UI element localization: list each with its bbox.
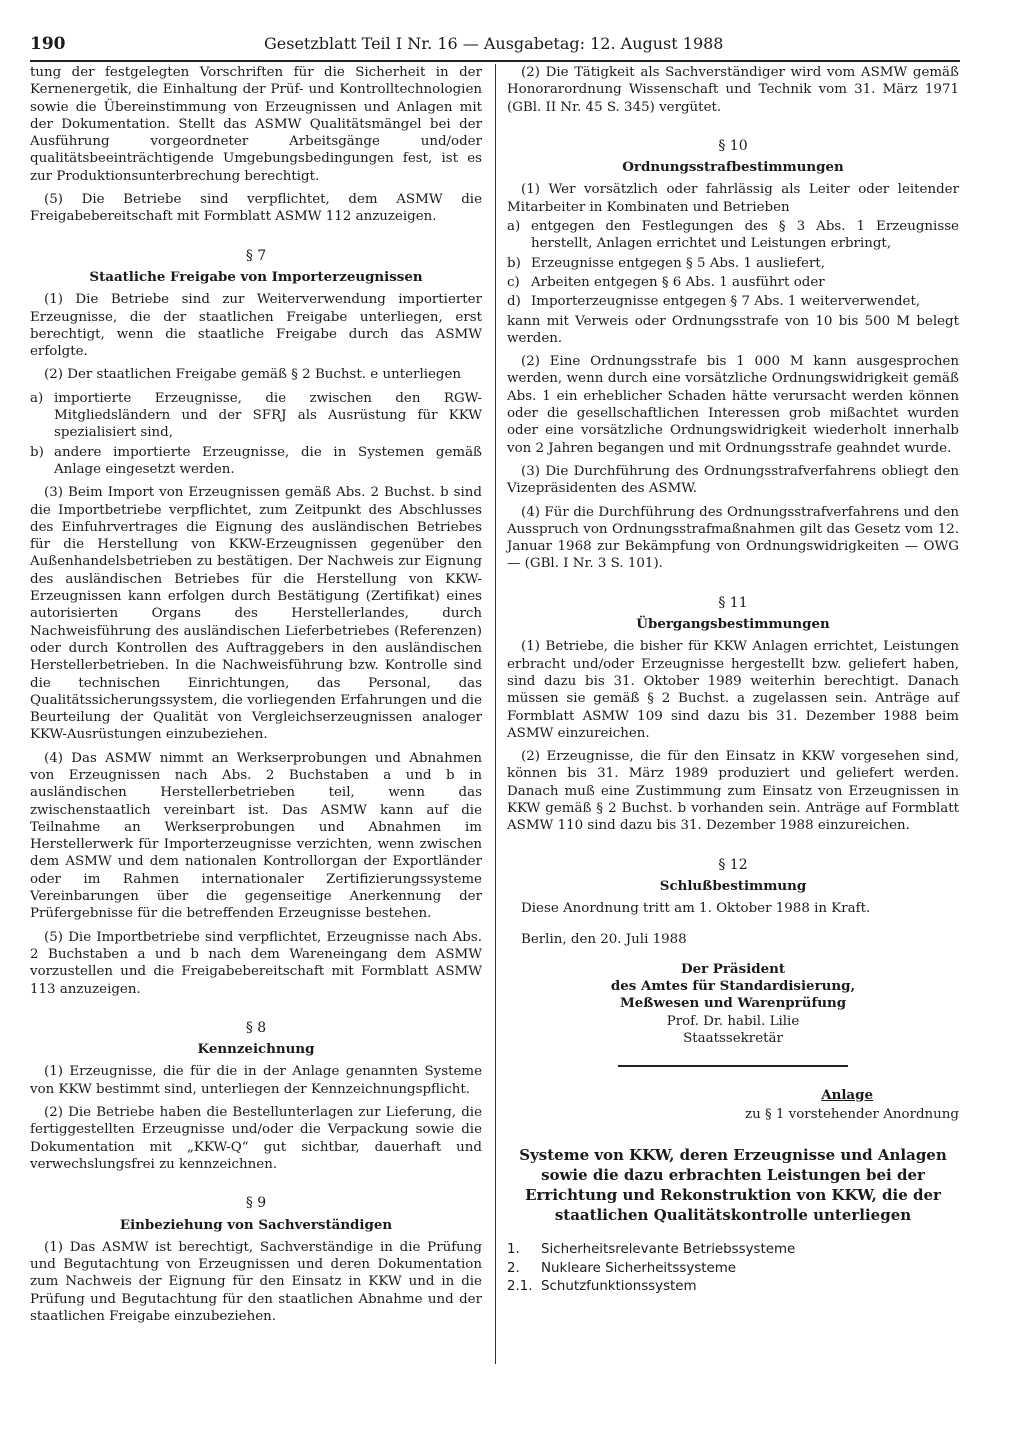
list-text: importierte Erzeugnisse, die zwischen den RGW-Mitgliedsländern und der SFRJ als Ausrüstung für KKW spezialisiert sind, — [54, 390, 482, 441]
section-10-p2: (2) Eine Ordnungsstrafe bis 1 000 M kann ausgesprochen werden, wenn durch eine vorsätzliche Ordnungswidrigkeit gemäß Abs. 1 ein erheblicher Schaden hätte verursacht werden können oder die gesellschaftlichen Interessen grob mißachtet wurden oder eine vorsätzliche Ordnungswidrigkeit wiederholt innerhalb von 2 Jahren begangen und mit Ordnungsstrafe geahndet wurde. — [507, 354, 959, 456]
list-number: 2.1. — [507, 1278, 533, 1294]
list-item — [507, 1241, 959, 1258]
section-11-p2: (2) Erzeugnisse, die für den Einsatz in KKW vorgesehen sind, können bis 31. März 1989 produziert und geliefert werden. Danach muß eine Zustimmung zum Einsatz von Erzeugnissen in KKW gemäß § 2 Buchst. b vorhanden sein. Anträge auf Formblatt ASMW 110 sind dazu bis 31. Dezember 1988 einzureichen. — [507, 749, 959, 834]
section-9-title: Einbeziehung von Sachverständigen — [119, 1216, 393, 1233]
list-item — [507, 1278, 959, 1295]
column-divider — [495, 64, 496, 1364]
annex-title: Anlage — [821, 1086, 873, 1103]
section-7-p5: (5) Die Importbetriebe sind verpflichtet, Erzeugnisse nach Abs. 2 Buchstaben a und b nach dem Wareneingang dem ASMW vorzustellen und die Freigabebereitschaft mit Formblatt ASMW 113 anzuzeigen. — [30, 929, 482, 997]
intro-paragraph: tung der festgelegten Vorschriften für die Sicherheit in der Kernenergetik, die Einhaltung der Prüf- und Kontrolltechnologien sowie die Übereinstimmung von Erzeugnissen und Anlagen mit der Dokumentation. Stellt das ASMW Qualitätsmängel bei der Ausführung vorgeordneter Arbeitsgänge und/oder qualitätsbeeinträchtigende Umgebungsbedingungen fest, ist es zur Produktionsunterbrechung berechtigt. — [30, 65, 482, 184]
section-12-number: § 12 — [718, 856, 748, 873]
list-text: Erzeugnisse entgegen § 5 Abs. 1 ausliefert, — [531, 255, 826, 271]
section-7-p3: (3) Beim Import von Erzeugnissen gemäß Abs. 2 Buchst. b sind die Importbetriebe verpflichtet, zum Zeitpunkt des Abschlusses des Einfuhrvertrages die Eignung des ausländischen Betriebes für die Herstellung von KKW-Erzeugnissen gegenüber den Außenhandelsbetrieben zu bestätigen. Der Nachweis zur Eignung des ausländischen Betriebes für die Herstellung von KKW-Erzeugnissen kann erfolgen durch Bestätigung (Zertifikat) eines autorisierten Organs des Herstellerlandes, durch Nachweisführung des ausländischen Lieferbetriebes (Referenzen) oder durch Kontrollen des Auftraggebers in den ausländischen Herstellerbetrieben. In die Nachweisführung bzw. Kontrolle sind die technischen Einrichtungen, das Personal, das Qualitätssicherungssystem, die vorliegenden Erfahrungen und die Beurteilung der Qualität von Vergleichserzeugnissen analoger KKW-Ausrüstungen einzubeziehen. — [30, 485, 482, 743]
list-text: Sicherheitsrelevante Betriebssysteme — [541, 1242, 796, 1258]
list-text: Schutzfunktionssystem — [541, 1278, 697, 1294]
page-number: 190 — [30, 34, 66, 54]
list-number: 1. — [507, 1242, 520, 1258]
section-11-p1: (1) Betriebe, die bisher für KKW Anlagen errichtet, Leistungen erbracht und/oder Erzeugnisse hergestellt bzw. geliefert haben, sind dazu bis 31. Oktober 1989 weiterhin berechtigt. Danach müssen sie gemäß § 2 Buchst. a zugelassen sein. Anträge auf Formblatt ASMW 109 sind dazu bis 31. Dezember 1988 beim ASMW einzureichen. — [507, 639, 959, 741]
header-rule — [30, 60, 960, 62]
page-header — [30, 34, 960, 58]
annex-subtitle: zu § 1 vorstehender Anordnung — [745, 1107, 959, 1123]
section-12-p1: Diese Anordnung tritt am 1. Oktober 1988 in Kraft. — [521, 901, 871, 917]
list-text: Importerzeugnisse entgegen § 7 Abs. 1 weiterverwendet, — [531, 294, 921, 310]
paragraph-6-5: (5) Die Betriebe sind verpflichtet, dem ASMW die Freigabebereitschaft mit Formblatt ASMW 112 anzuzeigen. — [30, 192, 482, 225]
list-item — [30, 390, 482, 442]
list-text: Arbeiten entgegen § 6 Abs. 1 ausführt oder — [531, 274, 825, 290]
section-10-p1-end: kann mit Verweis oder Ordnungsstrafe von 10 bis 500 M belegt werden. — [507, 313, 959, 346]
list-number: 2. — [507, 1260, 520, 1276]
list-text: andere importierte Erzeugnisse, die in Systemen gemäß Anlage eingesetzt werden. — [54, 444, 482, 477]
section-7-p2: (2) Der staatlichen Freigabe gemäß § 2 Buchst. e unterliegen — [44, 367, 462, 383]
list-item — [507, 218, 959, 253]
list-item — [507, 274, 959, 291]
signature-rule — [618, 1065, 848, 1067]
section-9-p1: (1) Das ASMW ist berechtigt, Sachverständige in die Prüfung und Begutachtung von Erzeugnissen und deren Dokumentation zum Nachweis der Eignung für den Einsatz in KKW und in die Prüfung und Begutachtung für den staatlichen Abnahme und der staatlichen Freigabe einzubeziehen. — [30, 1239, 482, 1324]
list-item — [507, 293, 959, 310]
signature-line-2: des Amtes für Standardisierung, — [610, 978, 856, 995]
left-column — [30, 64, 482, 1331]
list-label: c) — [507, 274, 520, 290]
section-7-number: § 7 — [245, 247, 267, 264]
signatory-role: Staatssekretär — [683, 1030, 783, 1046]
section-9-p2: (2) Die Tätigkeit als Sachverständiger wird vom ASMW gemäß Honorarordnung Wissenschaft und Technik vom 31. März 1971 (GBl. II Nr. 45 S. 345) vergütet. — [507, 65, 959, 115]
signature-line-1: Der Präsident — [680, 960, 786, 977]
section-8-p2: (2) Die Betriebe haben die Bestellunterlagen zur Lieferung, die fertiggestellten Erzeugnisse und/oder die Verpackung sowie die Dokumentation mit „KKW-Q“ gut sichtbar, dauerhaft und verwechslungsfrei zu kennzeichnen. — [30, 1105, 482, 1172]
section-11-title: Übergangsbestimmungen — [636, 616, 830, 633]
section-7-p4: (4) Das ASMW nimmt an Werkserprobungen und Abnahmen von Erzeugnissen nach Abs. 2 Buchstaben a und b in ausländischen Herstellerbetrieben teil, wenn das zwischenstaatlich vereinbart ist. Das ASMW kann auf die Teilnahme an Werkserprobungen und Abnahmen im Herstellerwerk für Importerzeugnisse verzichten, wenn zwischen dem ASMW und dem nationalen Kontrollorgan der Exportländer oder im Rahmen internationaler Zertifizierungssysteme Vereinbarungen über die gegenseitige Anerkennung der Prüfergebnisse für die betreffenden Erzeugnisse bestehen. — [30, 750, 482, 922]
signatory-name: Prof. Dr. habil. Lilie — [666, 1013, 800, 1029]
list-item — [507, 255, 959, 272]
section-10-p3: (3) Die Durchführung des Ordnungsstrafverfahrens obliegt den Vizepräsidenten des ASMW. — [507, 463, 959, 497]
section-11-number: § 11 — [718, 594, 748, 611]
list-label: a) — [30, 390, 44, 406]
section-10-number: § 10 — [718, 137, 748, 154]
list-item — [30, 444, 482, 479]
section-10-title: Ordnungsstrafbestimmungen — [622, 159, 844, 176]
section-8-number: § 8 — [245, 1019, 267, 1036]
signature-line-3: Meßwesen und Warenprüfung — [619, 995, 847, 1012]
list-label: d) — [507, 294, 521, 310]
section-8-p1: (1) Erzeugnisse, die für die in der Anlage genannten Systeme von KKW bestimmt sind, unterliegen der Kennzeichnungspflicht. — [30, 1064, 482, 1097]
list-text: entgegen den Festlegungen des § 3 Abs. 1 Erzeugnisse herstellt, Anlagen errichtet und Leistungen erbringt, — [531, 219, 959, 252]
section-12-title: Schlußbestimmung — [659, 877, 807, 894]
list-text: Nukleare Sicherheitssysteme — [541, 1260, 737, 1276]
annex-heading: Systeme von KKW, deren Erzeugnisse und Anlagen sowie die dazu erbrachten Leistungen bei der Errichtung und Rekonstruktion von KKW, die der staatlichen Qualitätskontrolle unterliegen — [519, 1146, 947, 1225]
list-label: b) — [30, 444, 44, 460]
section-7-p1: (1) Die Betriebe sind zur Weiterverwendung importierter Erzeugnisse, die der staatlichen Freigabe unterliegen, erst berechtigt, wenn die staatliche Freigabe durch das ASMW erfolgte. — [30, 292, 482, 360]
section-8-title: Kennzeichnung — [197, 1041, 315, 1058]
section-7-title: Staatliche Freigabe von Importerzeugnissen — [89, 268, 423, 285]
section-10-p4: (4) Für die Durchführung des Ordnungsstrafverfahrens und den Ausspruch von Ordnungsstrafmaßnahmen gilt das Gesetz vom 12. Januar 1968 zur Bekämpfung von Ordnungswidrigkeiten — OWG — (GBl. I Nr. 3 S. 101). — [507, 504, 959, 572]
running-title: Gesetzblatt Teil I Nr. 16 — Ausgabetag: 12. August 1988 — [264, 34, 724, 53]
place-date: Berlin, den 20. Juli 1988 — [521, 932, 687, 948]
list-label: b) — [507, 255, 521, 271]
right-column — [507, 64, 959, 1296]
list-item — [507, 1260, 959, 1277]
section-9-number: § 9 — [245, 1195, 267, 1212]
section-10-p1: (1) Wer vorsätzlich oder fahrlässig als Leiter oder leitender Mitarbeiter in Kombinaten und Betrieben — [507, 182, 959, 215]
list-label: a) — [507, 219, 521, 235]
